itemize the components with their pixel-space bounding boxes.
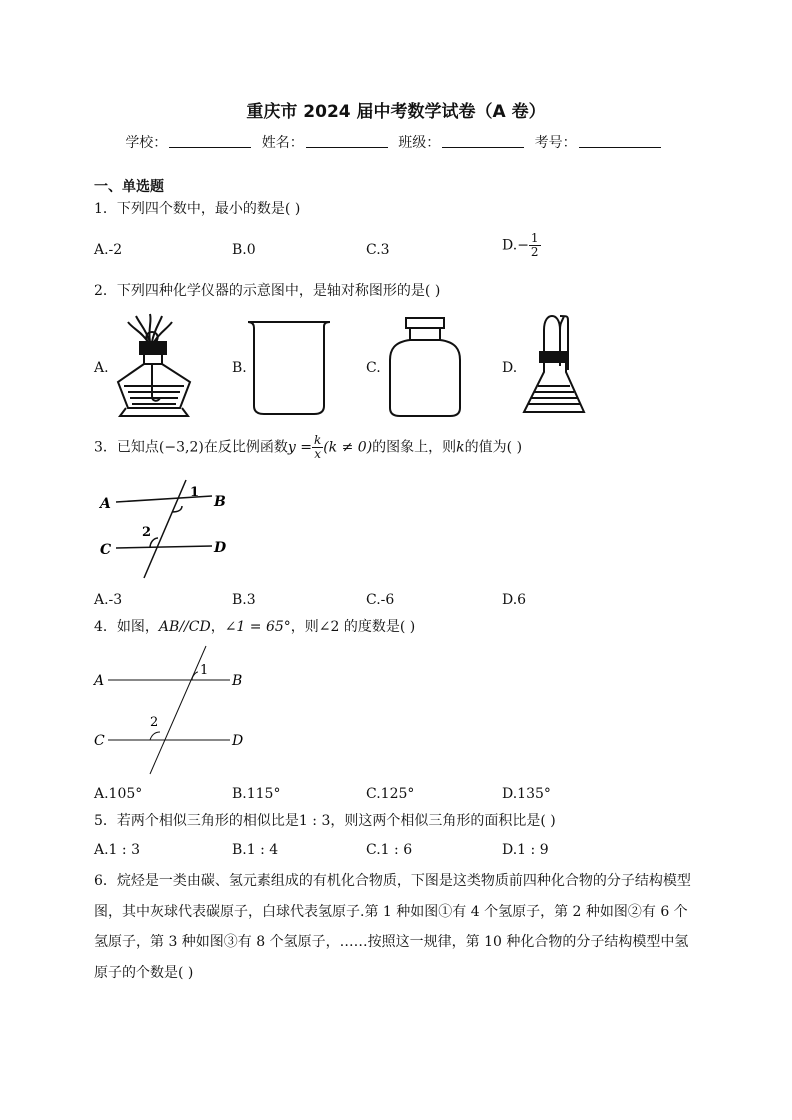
page-title: 重庆市 2024 届中考数学试卷（A 卷） <box>246 102 546 122</box>
q4-option-d[interactable]: D.135° <box>502 786 551 802</box>
q1-option-b[interactable]: B.0 <box>232 242 256 258</box>
q3-post: 的图象上，则 <box>372 439 457 456</box>
q5-post: ，则这两个相似三角形的面积比是( ) <box>330 813 556 829</box>
q3-mid: 在反比例函数 <box>203 439 288 456</box>
q4-pre: 4．如图， <box>94 619 159 635</box>
q3-label-c: C <box>100 542 112 558</box>
q2-option-c[interactable]: C. <box>366 360 381 376</box>
name-blank[interactable] <box>306 135 388 148</box>
q3-label-1: 1 <box>190 485 200 500</box>
q3-option-b[interactable]: B.3 <box>232 592 256 608</box>
q1-option-d-sign: − <box>517 237 529 254</box>
q4-label-d: D <box>232 733 244 749</box>
q2-option-b[interactable]: B. <box>232 360 247 376</box>
reagent-bottle-icon <box>384 314 466 420</box>
q3-pre: 3．已知点 <box>94 439 159 456</box>
class-label: 班级： <box>398 135 441 151</box>
fraction-denominator: x <box>314 447 321 461</box>
student-info-line <box>0 132 792 152</box>
q2-option-d[interactable]: D. <box>502 360 518 376</box>
fraction-numerator: k <box>313 433 322 447</box>
q3-point: (−3,2) <box>158 439 204 456</box>
fraction-numerator: 1 <box>530 231 539 245</box>
q3-parallel-lines-figure <box>94 476 244 582</box>
alcohol-lamp-icon <box>110 312 195 422</box>
q5-option-b[interactable]: B.1 : 4 <box>232 842 279 858</box>
q1-option-c[interactable]: C.3 <box>366 242 390 258</box>
conical-flask-icon <box>516 312 596 422</box>
q5-option-a[interactable]: A.1 : 3 <box>94 842 140 858</box>
question-3-text <box>94 434 522 461</box>
q3-label-2: 2 <box>142 525 152 540</box>
q4-post: ，则∠2 的度数是( ) <box>290 619 416 635</box>
q3-var: k <box>456 439 465 456</box>
question-2-text: 2．下列四种化学仪器的示意图中，是轴对称图形的是( ) <box>94 283 441 299</box>
exam-no-label: 考号： <box>534 135 577 151</box>
q4-option-c[interactable]: C.125° <box>366 786 415 802</box>
exam-no-blank[interactable] <box>579 135 661 148</box>
q3-tail: 的值为( ) <box>464 439 523 456</box>
question-6-text: 6．烷烃是一类由碳、氢元素组成的有机化合物质，下图是这类物质前四种化合物的分子结构模型图，其中灰球代表碳原子，白球代表氢原子.第 1 种如图①有 4 个氢原子，第 2 种如图②有 6 个氢原子，第 3 种如图③有 8 个氢原子，……按照这一规律，第 10 种化合物的分子结构模型中氢原子的个数是( ) <box>94 873 691 981</box>
q3-option-c[interactable]: C.-6 <box>366 592 395 608</box>
q4-parallel-lines-figure <box>92 644 252 778</box>
school-blank[interactable] <box>169 135 251 148</box>
school-label: 学校： <box>125 135 168 151</box>
q1-option-a[interactable]: A.-2 <box>94 242 123 258</box>
q3-fraction <box>312 434 323 461</box>
q2-option-a[interactable]: A. <box>94 360 109 376</box>
q4-option-a[interactable]: A.105° <box>94 786 143 802</box>
q4-label-c: C <box>94 733 105 749</box>
q5-option-d[interactable]: D.1 : 9 <box>502 842 549 858</box>
q1-option-d-fraction <box>529 232 541 259</box>
q3-label-d: D <box>214 540 227 556</box>
q4-option-b[interactable]: B.115° <box>232 786 281 802</box>
question-5-text <box>94 810 556 832</box>
q1-option-d[interactable] <box>502 232 541 259</box>
q4-label-b: B <box>232 673 243 689</box>
class-blank[interactable] <box>442 135 524 148</box>
section-title: 一、单选题 <box>94 179 164 195</box>
q3-label-b: B <box>214 494 226 510</box>
q4-label-2: 2 <box>150 715 159 730</box>
q3-option-d[interactable]: D.6 <box>502 592 527 608</box>
question-4-text <box>94 616 415 638</box>
q3-fn-cond: (k ≠ 0) <box>323 439 373 456</box>
question-1-text: 1．下列四个数中，最小的数是( ) <box>94 201 301 217</box>
q4-angle: ∠1 = 65° <box>224 619 291 635</box>
name-label: 姓名： <box>261 135 304 151</box>
q5-option-c[interactable]: C.1 : 6 <box>366 842 413 858</box>
q4-parallel: AB//CD <box>158 619 211 635</box>
q1-option-d-label: D. <box>502 237 518 254</box>
fraction-denominator: 2 <box>530 245 539 259</box>
q3-fn-lhs: y = <box>287 439 312 456</box>
q3-option-a[interactable]: A.-3 <box>94 592 123 608</box>
q4-label-a: A <box>94 673 105 689</box>
beaker-icon <box>244 318 334 418</box>
q3-label-a: A <box>100 496 111 512</box>
q4-sep: ， <box>210 619 225 635</box>
q4-label-1: 1 <box>200 663 209 678</box>
q5-pre: 5．若两个相似三角形的相似比是 <box>94 813 299 829</box>
q5-ratio: 1 : 3 <box>298 813 331 829</box>
